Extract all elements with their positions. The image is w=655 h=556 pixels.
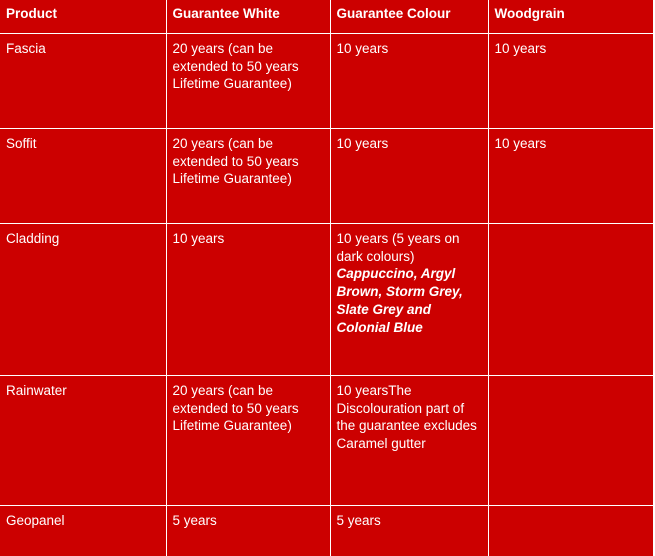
column-header-guarantee-white: Guarantee White (166, 0, 330, 33)
cell-soffit-white: 20 years (can be extended to 50 years Lifetime Guarantee) (166, 128, 330, 223)
column-header-woodgrain: Woodgrain (488, 0, 653, 33)
cell-fascia-colour: 10 years (330, 33, 488, 128)
cell-cladding-colour-note: Cappuccino, Argyl Brown, Storm Grey, Slate Grey and Colonial Blue (336, 266, 463, 335)
row-label-soffit: Soffit (0, 128, 166, 223)
cell-geopanel-woodgrain (488, 505, 653, 556)
table-row (0, 375, 653, 505)
table-header-row (0, 0, 653, 33)
cell-cladding-woodgrain (488, 223, 653, 375)
cell-rainwater-white: 20 years (can be extended to 50 years Lifetime Guarantee) (166, 375, 330, 505)
cell-soffit-woodgrain: 10 years (488, 128, 653, 223)
row-label-fascia: Fascia (0, 33, 166, 128)
cell-geopanel-white: 5 years (166, 505, 330, 556)
table-row (0, 223, 653, 375)
table-row (0, 33, 653, 128)
cell-rainwater-colour: 10 yearsThe Discolouration part of the guarantee excludes Caramel gutter (330, 375, 488, 505)
cell-cladding-colour-main: 10 years (5 years on dark colours) (336, 230, 460, 264)
row-label-cladding: Cladding (0, 223, 166, 375)
cell-cladding-white: 10 years (166, 223, 330, 375)
cell-fascia-white: 20 years (can be extended to 50 years Lifetime Guarantee) (166, 33, 330, 128)
column-header-guarantee-colour: Guarantee Colour (330, 0, 488, 33)
column-header-product: Product (0, 0, 166, 33)
row-label-rainwater: Rainwater (0, 375, 166, 505)
table-row (0, 128, 653, 223)
row-label-geopanel: Geopanel (0, 505, 166, 556)
cell-geopanel-colour: 5 years (330, 505, 488, 556)
cell-rainwater-woodgrain (488, 375, 653, 505)
cell-fascia-woodgrain: 10 years (488, 33, 653, 128)
cell-soffit-colour: 10 years (330, 128, 488, 223)
table-row (0, 505, 653, 556)
cell-cladding-colour (330, 223, 488, 375)
